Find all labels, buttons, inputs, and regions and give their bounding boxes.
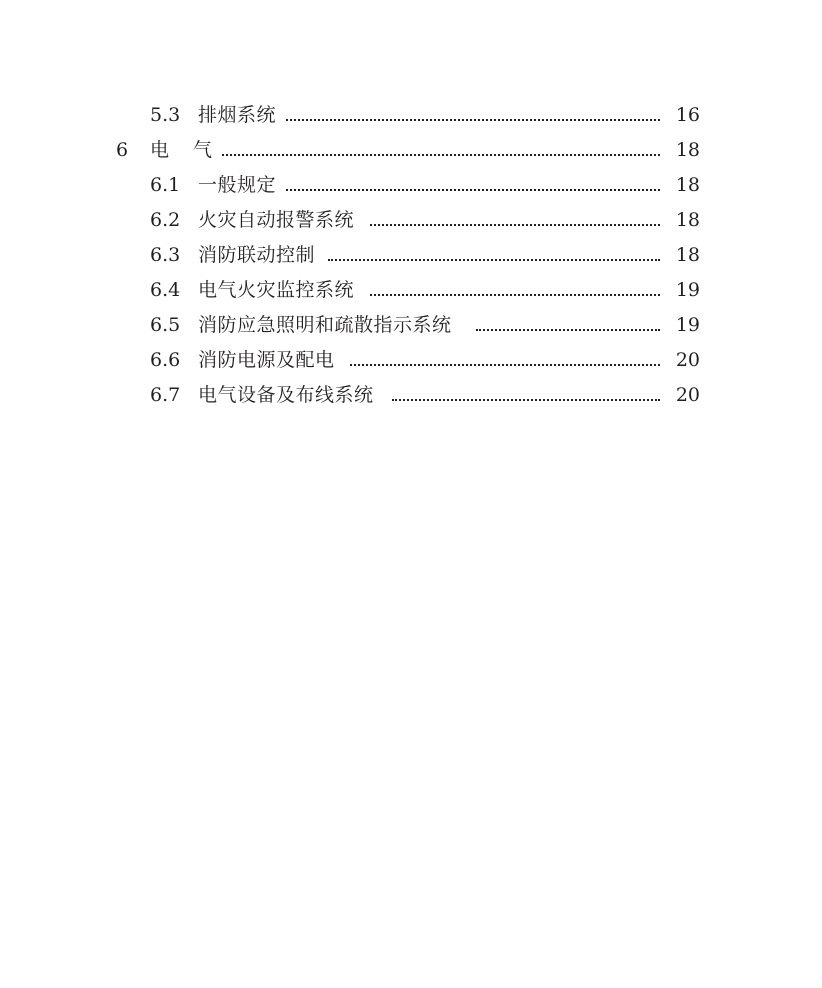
toc-entry-6-5[interactable] (0, 308, 822, 343)
toc-page-number: 18 (675, 174, 700, 196)
toc-page-number: 20 (675, 384, 700, 406)
toc-page-number: 19 (675, 279, 700, 301)
toc-title: 电气火灾监控系统 (198, 279, 355, 301)
toc-title: 消防应急照明和疏散指示系统 (198, 314, 452, 336)
toc-number: 6.5 (150, 314, 181, 336)
toc-title: 电气设备及布线系统 (198, 384, 374, 406)
toc-number: 6.6 (150, 349, 181, 371)
toc-number: 6.2 (150, 209, 181, 231)
dot-leader (286, 189, 660, 191)
toc-entry-6-1[interactable] (0, 168, 822, 203)
toc-entry-5-3[interactable] (0, 98, 822, 133)
dot-leader (222, 154, 660, 156)
toc-entry-6-2[interactable] (0, 203, 822, 238)
dot-leader (328, 259, 660, 261)
dot-leader (350, 364, 660, 366)
toc-title: 电气 (150, 139, 237, 161)
toc-number: 6.3 (150, 244, 181, 266)
toc-number: 6.1 (150, 174, 181, 196)
toc-number: 6 (116, 139, 129, 161)
dot-leader (476, 329, 660, 331)
toc-entry-6-3[interactable] (0, 238, 822, 273)
toc-title: 一般规定 (198, 174, 277, 196)
toc-title: 火灾自动报警系统 (198, 209, 355, 231)
toc-title: 消防电源及配电 (198, 349, 335, 371)
toc-page-number: 20 (675, 349, 700, 371)
toc-page-number: 18 (675, 209, 700, 231)
toc-page-number: 19 (675, 314, 700, 336)
toc-number: 6.4 (150, 279, 181, 301)
toc-number: 5.3 (150, 104, 181, 126)
toc-page-number: 16 (675, 104, 700, 126)
toc-page-number: 18 (675, 244, 700, 266)
toc-entry-6-4[interactable] (0, 273, 822, 308)
dot-leader (286, 119, 660, 121)
toc-page-number: 18 (675, 139, 700, 161)
dot-leader (392, 399, 660, 401)
toc-entry-6[interactable] (0, 133, 822, 168)
toc-title: 消防联动控制 (198, 244, 316, 266)
toc-entry-6-6[interactable] (0, 343, 822, 378)
dot-leader (370, 224, 660, 226)
toc-number: 6.7 (150, 384, 181, 406)
toc-title: 排烟系统 (198, 104, 277, 126)
toc-entry-6-7[interactable] (0, 378, 822, 413)
dot-leader (370, 294, 660, 296)
